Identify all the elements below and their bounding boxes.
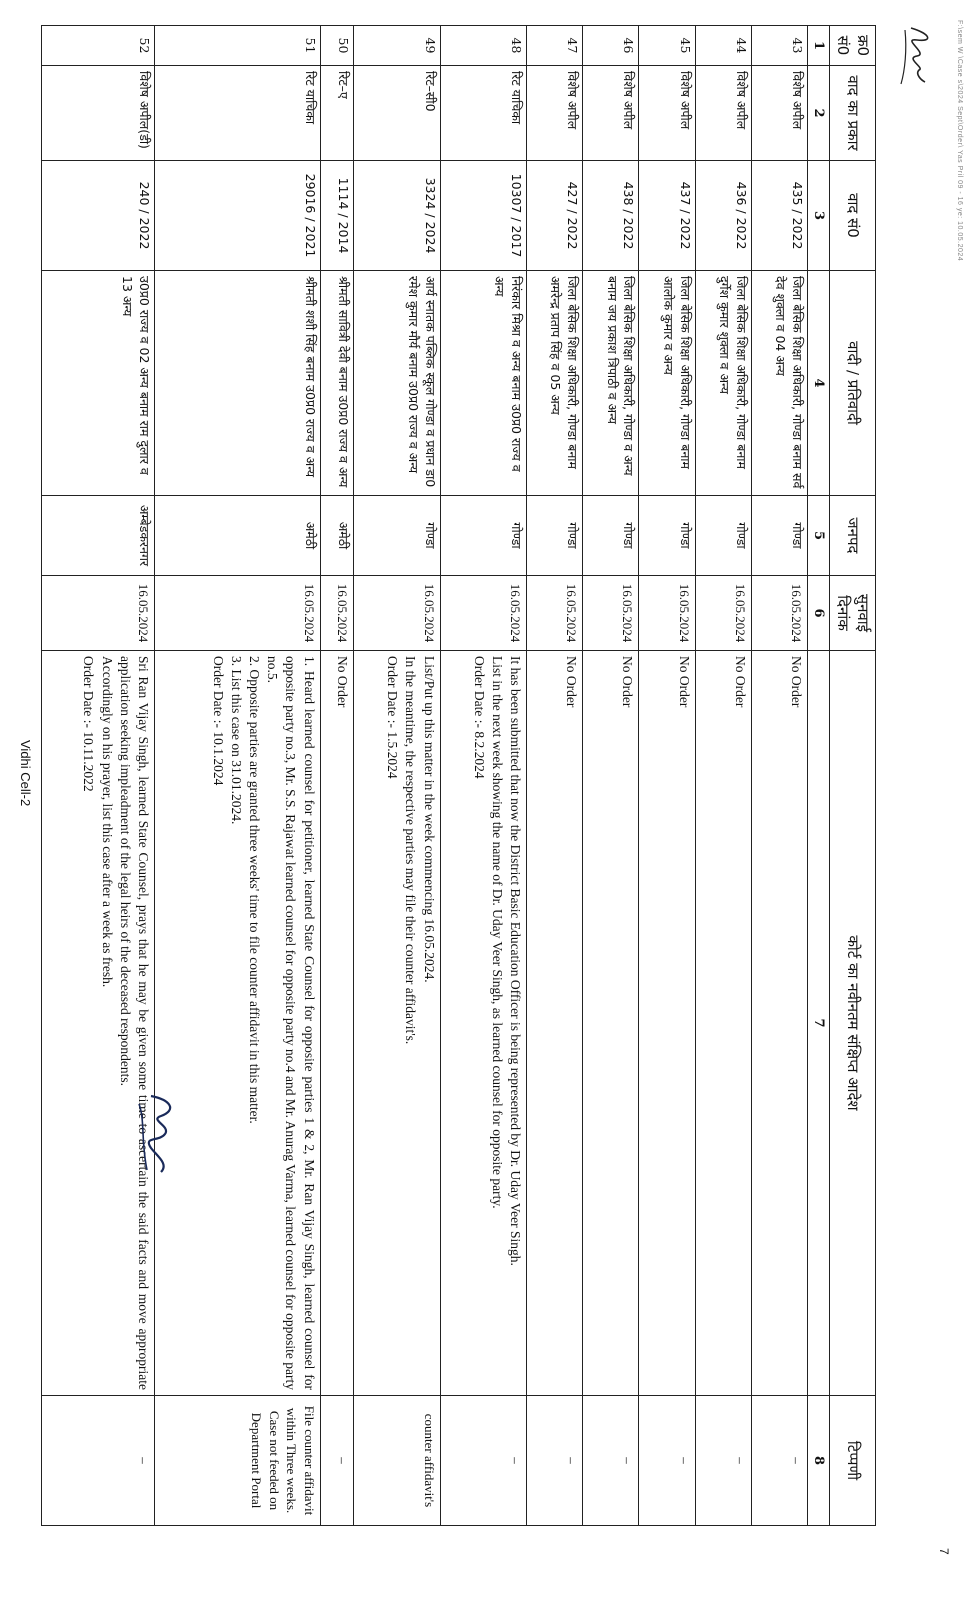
remark-cell: – xyxy=(583,1396,639,1526)
hearing-date-cell: 16.05.2024 xyxy=(639,576,695,651)
case-type-cell: रिट–ए xyxy=(320,66,354,161)
col-number: 6 xyxy=(807,576,830,651)
case-number-cell: 427 / 2022 xyxy=(527,161,583,271)
col-number: 2 xyxy=(807,66,830,161)
parties-cell: निरंकार मिश्रा व अन्य बनाम उ0प्र0 राज्य व अन्य xyxy=(440,271,526,496)
table-row xyxy=(695,26,751,1526)
case-register-table xyxy=(41,25,876,1526)
district-cell: गोण्डा xyxy=(354,496,440,576)
remark-cell: – xyxy=(639,1396,695,1526)
case-type-cell: विशेष अपील xyxy=(695,66,751,161)
serial-cell: 43 xyxy=(751,26,807,66)
officer-signature-icon xyxy=(121,1090,191,1180)
remark-cell: File counter affidavit within Three weeks. Case not feeded on Department Portal xyxy=(154,1396,320,1526)
parties-cell: जिला बेसिक शिक्षा अधिकारी, गोण्डा बनाम अमरेन्द्र प्रताप सिंह व 05 अन्य xyxy=(527,271,583,496)
hearing-date-cell: 16.05.2024 xyxy=(751,576,807,651)
district-cell: अम्बेडकरनगर xyxy=(42,496,155,576)
serial-cell: 45 xyxy=(639,26,695,66)
hearing-date-cell: 16.05.2024 xyxy=(320,576,354,651)
parties-cell: श्रीमती शशी सिंह बनाम उ0प्र0 राज्य व अन्य xyxy=(154,271,320,496)
district-cell: गोण्डा xyxy=(639,496,695,576)
district-cell: अमेठी xyxy=(320,496,354,576)
table-row xyxy=(583,26,639,1526)
serial-cell: 50 xyxy=(320,26,354,66)
order-cell: List/Put up this matter in the week commencing 16.05.2024. In the meantime, the respective parties may file their counter affidavit's. Order Date :- 1.5.2024 xyxy=(354,651,440,1396)
header-latest-order: कोर्ट का नवीनतम संक्षिप्त आदेश xyxy=(830,651,876,1396)
serial-cell: 51 xyxy=(154,26,320,66)
col-number: 4 xyxy=(807,271,830,496)
header-case-type: वाद का प्रकार xyxy=(830,66,876,161)
table-row xyxy=(440,26,526,1526)
remark-cell: – xyxy=(42,1396,155,1526)
hearing-date-cell: 16.05.2024 xyxy=(583,576,639,651)
table-row xyxy=(639,26,695,1526)
serial-cell: 46 xyxy=(583,26,639,66)
case-number-cell: 29016 / 2021 xyxy=(154,161,320,271)
parties-cell: जिला बेसिक शिक्षा अधिकारी, गोण्डा बनाम आलोक कुमार व अन्य xyxy=(639,271,695,496)
table-row xyxy=(751,26,807,1526)
district-cell: गोण्डा xyxy=(751,496,807,576)
header-district: जनपद xyxy=(830,496,876,576)
district-cell: गोण्डा xyxy=(527,496,583,576)
table-row xyxy=(354,26,440,1526)
parties-cell: जिला बेसिक शिक्षा अधिकारी, गोण्डा बनाम सर्व देव शुक्ला व 04 अन्य xyxy=(751,271,807,496)
table-row xyxy=(527,26,583,1526)
district-cell: अमेठी xyxy=(154,496,320,576)
header-parties: वादी / प्रतिवादी xyxy=(830,271,876,496)
order-cell: No Order xyxy=(695,651,751,1396)
col-number: 8 xyxy=(807,1396,830,1526)
case-type-cell: रिट याचिका xyxy=(154,66,320,161)
footer-cell-label: Vidhi Cell-2 xyxy=(18,740,33,807)
case-type-cell: विशेष अपील xyxy=(751,66,807,161)
case-number-cell: 437 / 2022 xyxy=(639,161,695,271)
header-serial: क्र0 सं0 xyxy=(830,26,876,66)
order-cell: Sri Ran Vijay Singh, learned State Counsel, prays that he may be given some time to ascertain the said facts and move appropriate application seeking impleadment of the legal heirs of the deceased respondents. Accordingly on his prayer, list this case after a week as fresh. Order Date :- 10.11.2022 xyxy=(42,651,155,1396)
case-number-cell: 436 / 2022 xyxy=(695,161,751,271)
order-cell: No Order xyxy=(583,651,639,1396)
table-row xyxy=(154,26,320,1526)
order-cell: 1. Heard learned counsel for petitioner, learned State Counsel for opposite parties 1 & 2, Mr. Ran Vijay Singh, learned counsel for opposite party no.3, Mr. S.S. Rajawat learned counsel for opposite party no.4 and Mr. Anurag Varma, learned counsel for opposite party no.5. 2. Opposite parties are granted three weeks' time to file counter affidavit in this matter. 3. List this case on 31.01.2024. Order Date :- 10.1.2024 xyxy=(154,651,320,1396)
col-number: 7 xyxy=(807,651,830,1396)
case-type-cell: विशेष अपील xyxy=(583,66,639,161)
case-type-cell: रिट–सी0 xyxy=(354,66,440,161)
district-cell: गोण्डा xyxy=(695,496,751,576)
serial-cell: 48 xyxy=(440,26,526,66)
case-type-cell: विशेष अपील(डी) xyxy=(42,66,155,161)
parties-cell: उ0प्र0 राज्य व 02 अन्य बनाम राम दुलार व 13 अन्य xyxy=(42,271,155,496)
remark-cell: – xyxy=(527,1396,583,1526)
hearing-date-cell: 16.05.2024 xyxy=(440,576,526,651)
initials-signature-icon xyxy=(891,20,951,90)
case-number-cell: 438 / 2022 xyxy=(583,161,639,271)
parties-cell: जिला बेसिक शिक्षा अधिकारी, गोण्डा व अन्य बनाम जय प्रकाश त्रिपाठी व अन्य xyxy=(583,271,639,496)
serial-cell: 44 xyxy=(695,26,751,66)
remark-cell: – xyxy=(440,1396,526,1526)
remark-cell: – xyxy=(320,1396,354,1526)
remark-cell: counter affidavit's xyxy=(354,1396,440,1526)
col-number: 3 xyxy=(807,161,830,271)
page-number: 7 xyxy=(937,1548,951,1555)
serial-cell: 47 xyxy=(527,26,583,66)
serial-cell: 52 xyxy=(42,26,155,66)
serial-cell: 49 xyxy=(354,26,440,66)
parties-cell: श्रीमती सावित्री देवी बनाम उ0प्र0 राज्य व अन्य xyxy=(320,271,354,496)
parties-cell: आर्य स्नातक पब्लिक स्कूल गोण्डा व प्रधान डा0 रमेश कुमार मौर्य बनाम उ0प्र0 राज्य व अन्य xyxy=(354,271,440,496)
table-row xyxy=(42,26,155,1526)
hearing-date-cell: 16.05.2024 xyxy=(354,576,440,651)
hearing-date-cell: 16.05.2024 xyxy=(527,576,583,651)
parties-cell: जिला बेसिक शिक्षा अधिकारी, गोण्डा बनाम दुर्गेश कुमार शुक्ला व अन्य xyxy=(695,271,751,496)
remark-cell: – xyxy=(751,1396,807,1526)
case-number-cell: 10307 / 2017 xyxy=(440,161,526,271)
case-number-cell: 240 / 2022 xyxy=(42,161,155,271)
col-number: 5 xyxy=(807,496,830,576)
order-cell: No Order xyxy=(639,651,695,1396)
case-number-cell: 3324 / 2024 xyxy=(354,161,440,271)
header-row xyxy=(830,26,876,1526)
hearing-date-cell: 16.05.2024 xyxy=(154,576,320,651)
column-number-row xyxy=(807,26,830,1526)
case-type-cell: रिट याचिका xyxy=(440,66,526,161)
header-case-number: वाद सं0 xyxy=(830,161,876,271)
order-cell: No Order xyxy=(751,651,807,1396)
hearing-date-cell: 16.05.2024 xyxy=(695,576,751,651)
hearing-date-cell: 16.05.2024 xyxy=(42,576,155,651)
order-cell: It has been submitted that now the District Basic Education Officer is being represented by Dr. Uday Veer Singh. List in the next week showing the name of Dr. Uday Veer Singh, as learned counsel for opposite party. Order Date :- 8.2.2024 xyxy=(440,651,526,1396)
scan-file-path: F:\sem W \Case s\2024 Sept\Order\ Yas Pril 09 - 16 ye: 10.05.2024 xyxy=(956,20,963,262)
col-number: 1 xyxy=(807,26,830,66)
case-number-cell: 435 / 2022 xyxy=(751,161,807,271)
order-cell: No Order xyxy=(320,651,354,1396)
district-cell: गोण्डा xyxy=(583,496,639,576)
remark-cell: – xyxy=(695,1396,751,1526)
case-number-cell: 1114 / 2014 xyxy=(320,161,354,271)
case-type-cell: विशेष अपील xyxy=(639,66,695,161)
district-cell: गोण्डा xyxy=(440,496,526,576)
header-remarks: टिप्पणी xyxy=(830,1396,876,1526)
case-type-cell: विशेष अपील xyxy=(527,66,583,161)
table-row xyxy=(320,26,354,1526)
order-cell: No Order xyxy=(527,651,583,1396)
header-hearing-date: सुनवाई दिनांक xyxy=(830,576,876,651)
